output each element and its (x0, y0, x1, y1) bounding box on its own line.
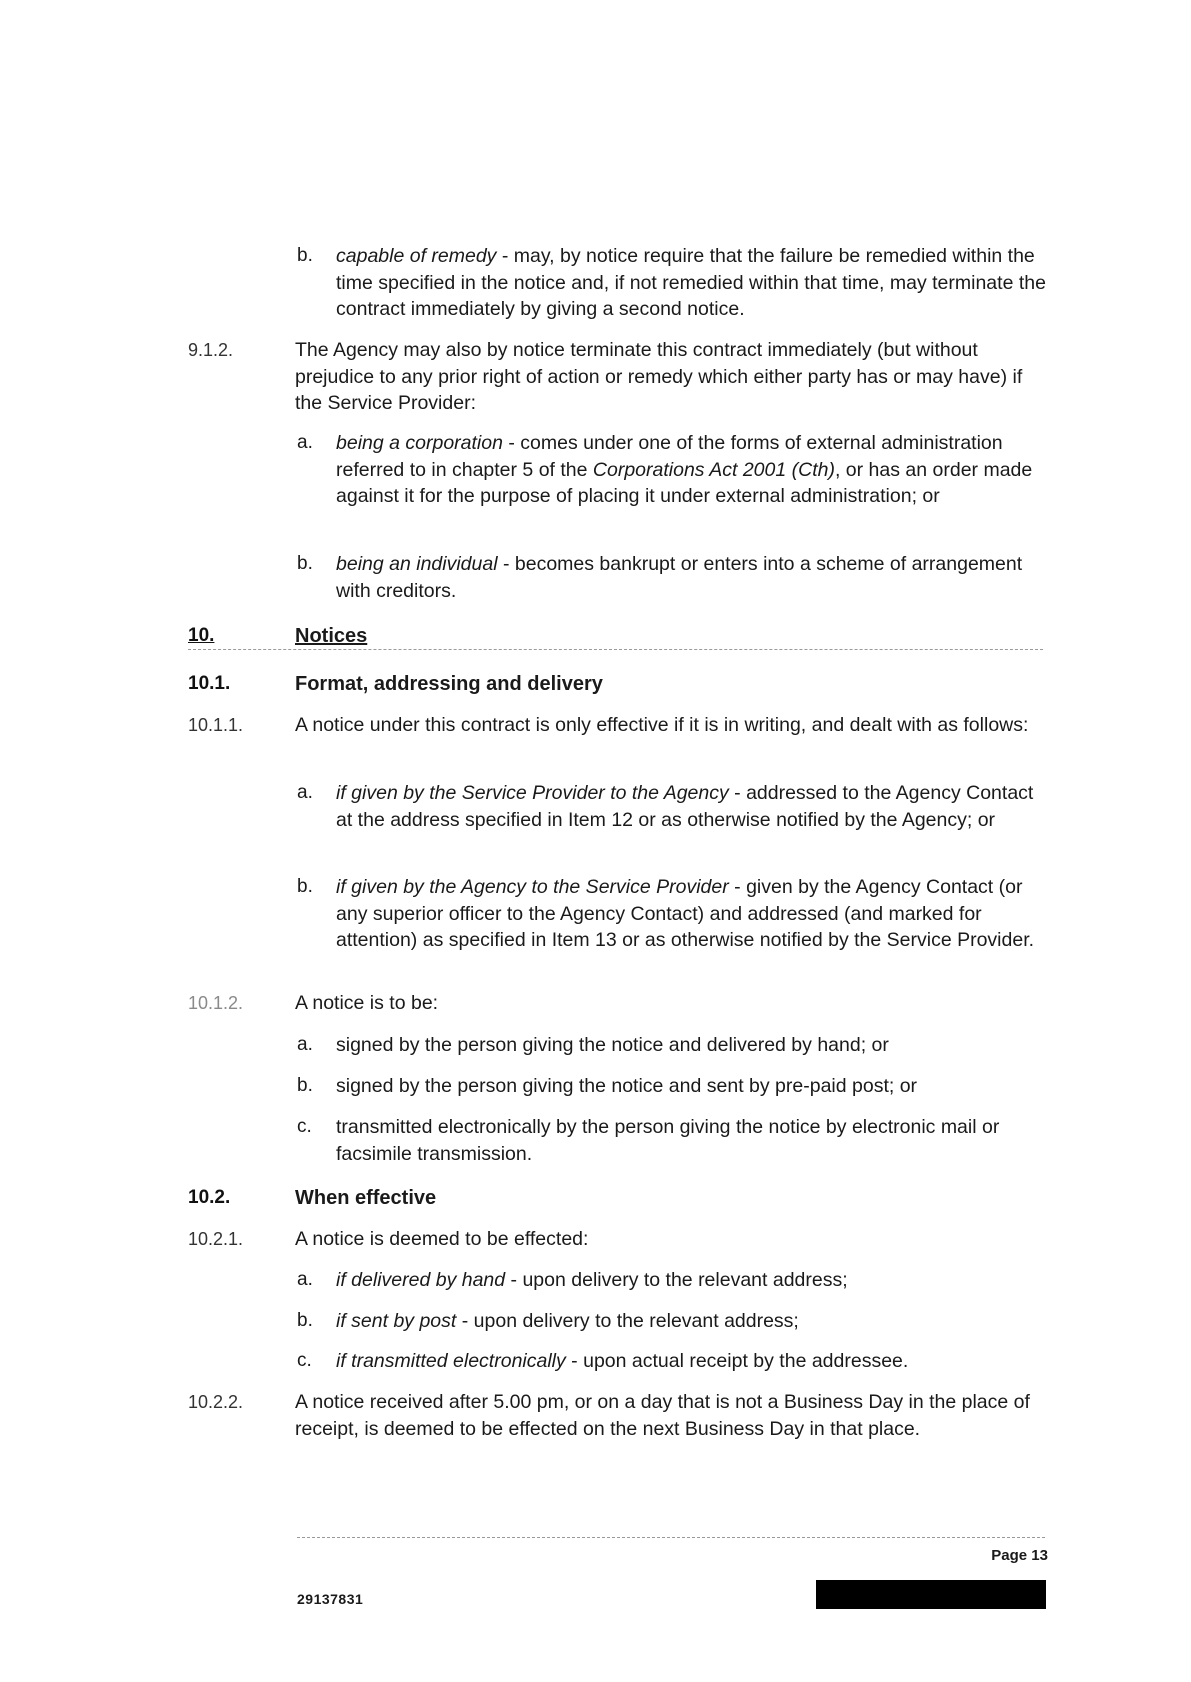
item-lead: if given by the Agency to the Service Provider (336, 876, 729, 898)
item-lead: capable of remedy (336, 245, 497, 267)
item-body: - upon delivery to the relevant address; (505, 1269, 848, 1291)
clause-9-1-2-a (336, 430, 1048, 510)
clause-10-1-1-a (336, 780, 1048, 833)
clause-10-1-1: A notice under this contract is only effective if it is in writing, and dealt with as follows: (295, 714, 1029, 736)
clause-9-1-1-b (336, 243, 1048, 323)
page-number: Page 13 (991, 1547, 1048, 1564)
item-body: - upon delivery to the relevant address; (456, 1310, 799, 1332)
footer-rule (297, 1537, 1045, 1538)
clause-10-1-1-b (336, 874, 1048, 954)
clause-10-2-1-a (336, 1267, 1048, 1294)
item-letter: a. (297, 432, 313, 453)
item-body: - addressed to the Agency Contact at the address specified in Item 12 or as otherwise notified by the Agency; or (336, 782, 1034, 831)
item-letter: a. (297, 1034, 313, 1055)
clause-9-1-2-b (336, 551, 1048, 604)
item-lead: if delivered by hand (336, 1269, 506, 1291)
act-name: Corporations Act 2001 (Cth) (592, 458, 835, 481)
item-letter: a. (297, 1269, 313, 1290)
section-rule (188, 649, 1043, 650)
clause-10-2-1-c (336, 1348, 1048, 1375)
item-lead: if sent by post (336, 1310, 457, 1332)
item-lead: being a corporation (336, 432, 503, 454)
section-number: 10.1. (188, 673, 231, 694)
item-letter: b. (297, 876, 313, 897)
item-lead: if given by the Service Provider to the Agency (336, 782, 729, 804)
clause-10-1-2: A notice is to be: (295, 992, 439, 1014)
clause-number: 10.1.2. (188, 993, 244, 1013)
clause-number: 10.2.1. (188, 1229, 244, 1249)
section-heading: Notices (295, 625, 368, 647)
clause-number: 10.2.2. (188, 1392, 244, 1412)
clause-10-2-2: A notice received after 5.00 pm, or on a day that is not a Business Day in the place of receipt, is deemed to be effected on the next Business Day in that place. (295, 1391, 1030, 1440)
item-body: - given by the Agency Contact (or any superior officer to the Agency Contact) and addressed (and marked for attention) as specified in Item 13 or as otherwise notified by the Service Provider. (336, 876, 1035, 951)
clause-9-1-2: The Agency may also by notice terminate this contract immediately (but without prejudice to any prior right of action or remedy which either party has or may have) if the Service Provider: (295, 339, 1023, 414)
item-body: - becomes bankrupt or enters into a scheme of arrangement with creditors. (336, 553, 1023, 602)
clause-number: 9.1.2. (188, 340, 234, 360)
item-body: - upon actual receipt by the addressee. (565, 1350, 909, 1372)
clause-number: 10.1.1. (188, 715, 244, 735)
item-letter: a. (297, 782, 313, 803)
item-body: - comes under one of the forms of external administration referred to in chapter 5 of the (336, 432, 1003, 481)
subsection-heading: When effective (295, 1187, 437, 1209)
redaction-box (816, 1580, 1046, 1609)
section-number: 10. (188, 625, 215, 646)
item-letter: b. (297, 1075, 313, 1096)
item-letter: c. (297, 1350, 312, 1371)
clause-10-2-1-b (336, 1308, 1048, 1335)
clause-10-1-2-b: signed by the person giving the notice and sent by pre-paid post; or (336, 1075, 918, 1097)
item-letter: b. (297, 1310, 313, 1331)
subsection-heading: Format, addressing and delivery (295, 673, 603, 695)
clause-10-2-1: A notice is deemed to be effected: (295, 1228, 589, 1250)
item-letter: b. (297, 245, 313, 266)
clause-10-1-2-a: signed by the person giving the notice and delivered by hand; or (336, 1034, 889, 1056)
item-body: , or has an order made against it for the purpose of placing it under external administration; or (336, 458, 1033, 507)
document-id: 29137831 (297, 1591, 364, 1607)
item-lead: if transmitted electronically (336, 1350, 566, 1372)
item-letter: c. (297, 1116, 312, 1137)
section-number: 10.2. (188, 1187, 231, 1208)
item-body: - may, by notice require that the failure be remedied within the time specified in the notice and, if not remedied within that time, may terminate the contract immediately by giving a second notice. (336, 245, 1046, 320)
item-letter: b. (297, 553, 313, 574)
item-lead: being an individual (336, 553, 498, 575)
clause-10-1-2-c: transmitted electronically by the person giving the notice by electronic mail or facsimile transmission. (336, 1116, 1000, 1165)
